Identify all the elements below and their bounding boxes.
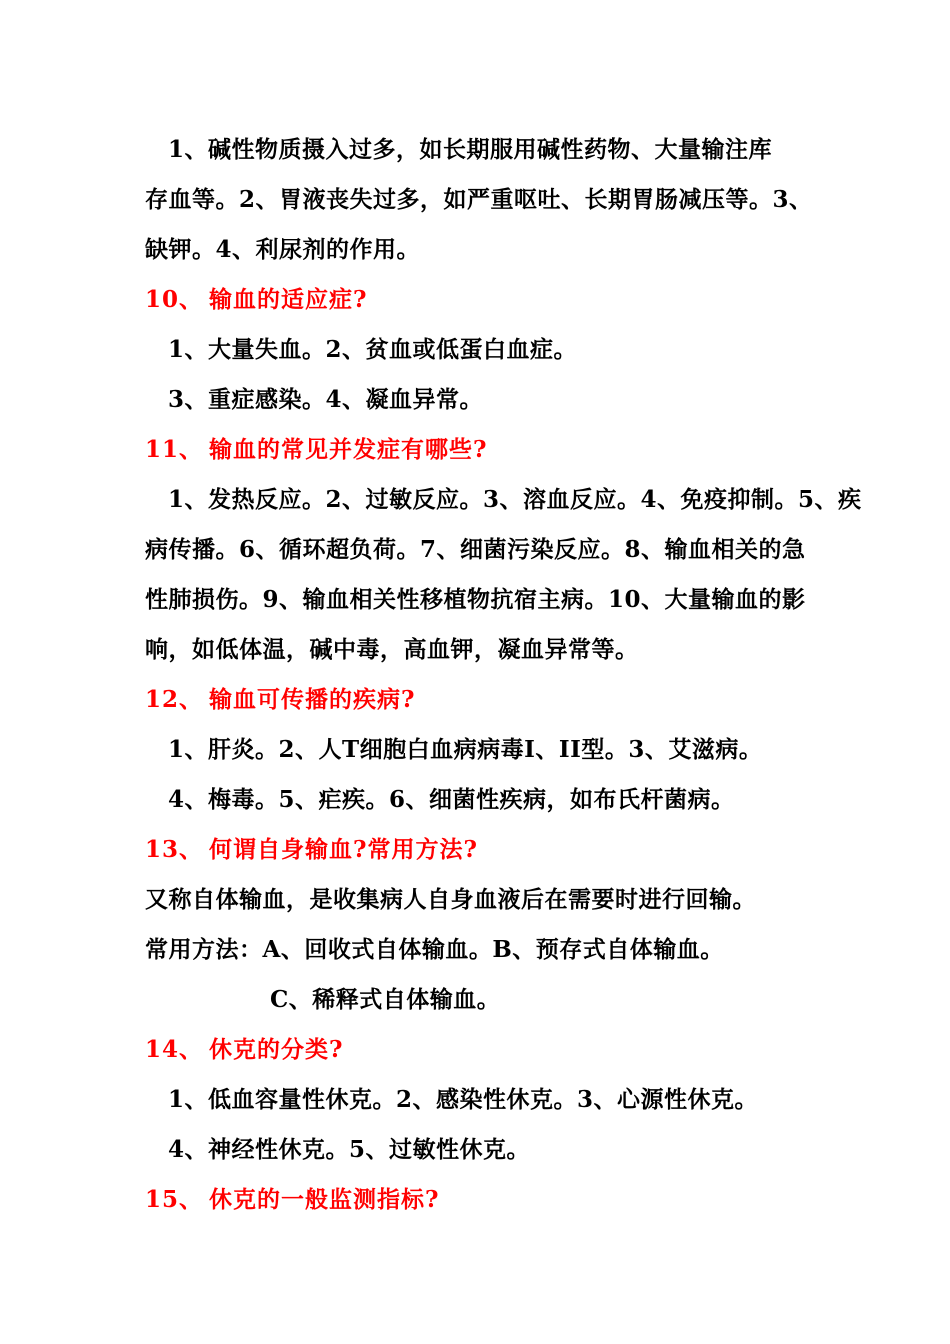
section-heading (145, 685, 815, 715)
section-title: 何谓自身输血?常用方法? (209, 836, 478, 863)
paragraph-line: 4、梅毒。5、疟疾。6、细菌性疾病，如布氏杆菌病。 (168, 786, 735, 813)
section-title: 输血的适应症? (209, 286, 368, 313)
section-heading (145, 285, 815, 315)
paragraph-line: 4、神经性休克。5、过敏性休克。 (168, 1136, 531, 1163)
paragraph-line: 病传播。6、循环超负荷。7、细菌污染反应。8、输血相关的急 (145, 536, 806, 563)
section-number: 13、 (145, 836, 204, 863)
section-number: 11、 (145, 436, 204, 463)
section-heading (145, 835, 815, 865)
paragraph-line: 常用方法：A、回收式自体输血。B、预存式自体输血。 (145, 936, 724, 963)
paragraph-line: 3、重症感染。4、凝血异常。 (168, 386, 484, 413)
paragraph-line: 存血等。2、胃液丧失过多，如严重呕吐、长期胃肠减压等。3、 (145, 186, 813, 213)
section-number: 15、 (145, 1186, 204, 1213)
paragraph-line: C、稀释式自体输血。 (270, 986, 501, 1013)
section-title: 输血的常见并发症有哪些? (209, 436, 488, 463)
paragraph-line: 缺钾。4、利尿剂的作用。 (145, 236, 421, 263)
section-number: 12、 (145, 686, 204, 713)
paragraph-line: 1、肝炎。2、人T细胞白血病病毒I、II型。3、艾滋病。 (168, 736, 763, 763)
paragraph-line: 1、大量失血。2、贫血或低蛋白血症。 (168, 336, 578, 363)
section-heading (145, 435, 815, 465)
section-heading (145, 1185, 815, 1215)
paragraph-line: 1、低血容量性休克。2、感染性休克。3、心源性休克。 (168, 1086, 759, 1113)
paragraph-line: 性肺损伤。9、输血相关性移植物抗宿主病。10、大量输血的影 (145, 586, 806, 613)
paragraph-line: 又称自体输血，是收集病人自身血液后在需要时进行回输。 (145, 886, 756, 913)
paragraph-line: 1、发热反应。2、过敏反应。3、溶血反应。4、免疫抑制。5、疾 (168, 486, 862, 513)
section-title: 休克的一般监测指标? (209, 1186, 440, 1213)
paragraph-line: 1、碱性物质摄入过多，如长期服用碱性药物、大量输注库 (168, 136, 773, 163)
section-heading (145, 1035, 815, 1065)
section-title: 休克的分类? (209, 1036, 344, 1063)
section-title: 输血可传播的疾病? (209, 686, 416, 713)
section-number: 14、 (145, 1036, 204, 1063)
paragraph-line: 响，如低体温，碱中毒，高血钾，凝血异常等。 (145, 636, 639, 663)
section-number: 10、 (145, 286, 204, 313)
